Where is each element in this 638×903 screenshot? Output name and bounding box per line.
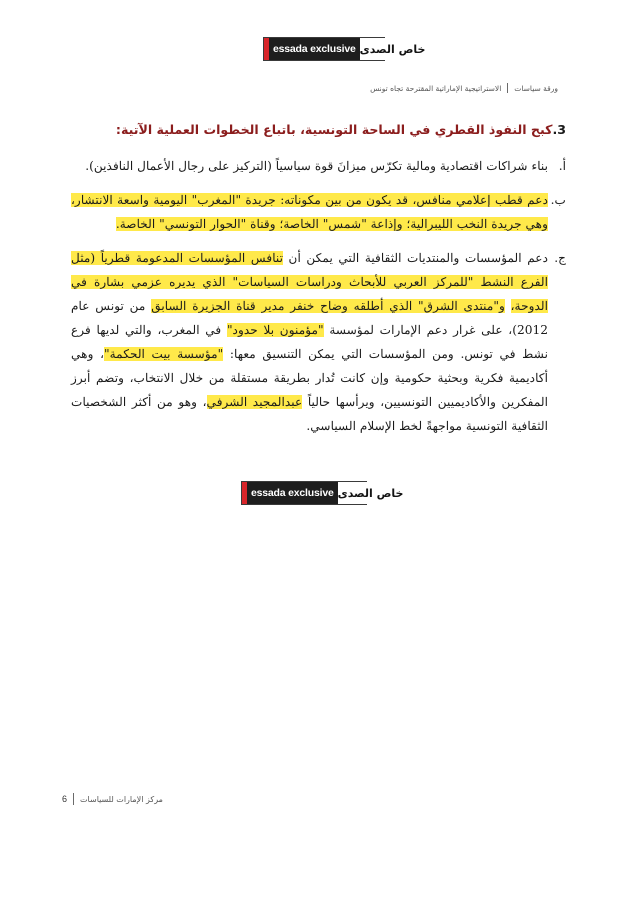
page-number: 6 (62, 794, 68, 804)
section-heading-text: كبح النفوذ القطري في الساحة التونسية، باتباع الخطوات العملية الآتية: (115, 122, 553, 137)
highlighted-text: وهي جريدة النخب الليبرالية؛ وإذاعة "شمس" الخاصة؛ وقناة "الحوار التونسي" الخاصة. (115, 217, 548, 231)
body-text: دعم المؤسسات والمنتديات الثقافية التي يمكن أن (283, 251, 548, 265)
list-item-letter: أ. (558, 159, 566, 173)
highlighted-text: و"منتدى الشرق" الذي أطلقه وضاح خنفر مدير قناة الجزيرة السابق (151, 299, 505, 313)
body-text: ، وهو من أكثر الشخصيات الثقافية التونسية مواجهةً لخط الإسلام السياسي. (71, 395, 548, 433)
list-item-letter: ج. (554, 251, 566, 265)
list-item-text (71, 188, 548, 236)
document-body (71, 118, 566, 448)
list-item-c (71, 246, 566, 438)
highlighted-text: الفرع النشط "للمركز العربي للأبحاث ودراسات السياسات" الذي يديره عزمي بشارة في الدوحة، (71, 275, 548, 313)
highlighted-text: تنافس المؤسسات المدعومة قطرياً (مثل (71, 251, 283, 265)
list-item-a (71, 154, 566, 178)
list-item-text (71, 246, 548, 438)
section-heading (71, 118, 566, 142)
body-text: من تونس عام 2012)، على غرار دعم الإمارات لمؤسسة (71, 299, 548, 337)
section-number: 3. (552, 122, 566, 137)
body-text: ، وهي أكاديمية فكرية وبحثية حكومية وإن كانت تُدار بطريقة مستقلة من خلال الانتخاب، وتضم أبرز المفكرين والأكاديميين التونسيين، ويرأسها حالياً (71, 347, 548, 409)
brand-logo-mid (241, 481, 404, 505)
highlighted-text: دعم قطب إعلامي منافس (416, 193, 548, 207)
list-item-text: بناء شراكات اقتصادية ومالية تكرّس ميزانَ قوة سياسياً (التركيز على رجال الأعمال النافذين). (85, 159, 548, 173)
brand-logo-latin: essada exclusive (264, 38, 360, 60)
list-item-b (71, 188, 566, 236)
brand-logo-arabic: خاص الصدى (360, 38, 426, 60)
running-header (370, 83, 558, 93)
footer-org: مركز الإمارات للسياسات (80, 794, 163, 804)
brand-logo-arabic: خاص الصدى (338, 482, 404, 504)
body-text: في المغرب، والتي لديها فرع نشط في تونس. ومن المؤسسات التي يمكن التنسيق معها: (71, 323, 549, 361)
highlighted-text: "مؤسسة بيت الحكمة" (104, 347, 224, 361)
highlighted-text: ، قد يكون من بين مكوناته: جريدة "المغرب" اليومية واسعة الانتشار، (71, 193, 417, 207)
highlighted-text: "مؤمنون بلا حدود" (226, 323, 324, 337)
running-header-title: الاستراتيجية الإماراتية المقترحة تجاه تونس (370, 83, 502, 93)
highlighted-text: عبدالمجيد الشرفي (206, 395, 303, 409)
page-footer (62, 793, 163, 805)
footer-divider (73, 793, 74, 805)
running-header-series: ورقة سياسات (514, 83, 558, 93)
brand-logo-latin: essada exclusive (242, 482, 338, 504)
brand-logo-top (263, 37, 426, 61)
list-item-letter: ب. (550, 193, 566, 207)
running-header-divider (507, 83, 508, 93)
